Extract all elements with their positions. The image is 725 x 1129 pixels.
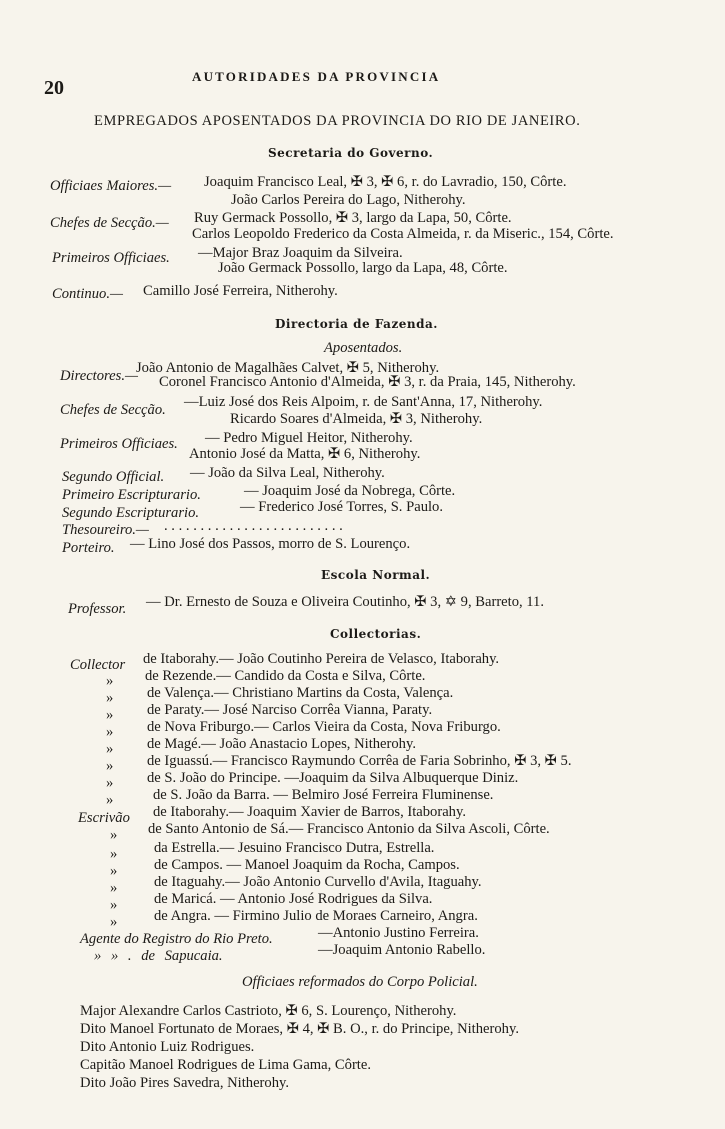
entry-text: de Angra. — Firmino Julio de Moraes Carneiro, Angra. bbox=[154, 908, 478, 924]
ditto-mark: » bbox=[106, 792, 114, 808]
entry-text: de Maricá. — Antonio José Rodrigues da Silva. bbox=[154, 891, 433, 907]
entry-text: Coronel Francisco Antonio d'Almeida, ✠ 3, r. da Praia, 145, Nitherohy. bbox=[159, 374, 576, 390]
section-heading-escola: Escola Normal. bbox=[321, 568, 431, 582]
entry-label: Primeiros Officiaes. bbox=[60, 436, 178, 452]
entry-text: João Carlos Pereira do Lago, Nitherohy. bbox=[231, 192, 466, 208]
entry-label: Officiaes Maiores.— bbox=[50, 178, 172, 194]
entry-text: de Itaborahy.— Joaquim Xavier de Barros, Itaborahy. bbox=[153, 804, 466, 820]
entry-text: Capitão Manoel Rodrigues de Lima Gama, Côrte. bbox=[80, 1057, 371, 1073]
entry-text: João Antonio de Magalhães Calvet, ✠ 5, Nitherohy. bbox=[136, 360, 440, 376]
ditto-mark: » bbox=[110, 846, 118, 862]
entry-text: . . . . . . . . . . . . . . . . . . . . . . . . . bbox=[164, 518, 343, 534]
entry-text: de Santo Antonio de Sá.— Francisco Antonio da Silva Ascoli, Côrte. bbox=[148, 821, 550, 837]
running-title: AUTORIDADES DA PROVINCIA bbox=[192, 69, 441, 84]
entry-text: Camillo José Ferreira, Nitherohy. bbox=[143, 283, 338, 299]
entry-text: de Itaborahy.— João Coutinho Pereira de Velasco, Itaborahy. bbox=[143, 651, 500, 667]
entry-text: —Joaquim Antonio Rabello. bbox=[318, 942, 486, 958]
page-title: EMPREGADOS APOSENTADOS DA PROVINCIA DO RIO DE JANEIRO. bbox=[94, 113, 581, 129]
ditto-mark: » bbox=[106, 741, 114, 757]
entry-text: — João da Silva Leal, Nitherohy. bbox=[190, 465, 385, 481]
entry-text: — Frederico José Torres, S. Paulo. bbox=[240, 499, 443, 515]
entry-label: Directores.— bbox=[60, 368, 138, 384]
ditto-mark: » bbox=[110, 863, 118, 879]
entry-text: da Estrella.— Jesuino Francisco Dutra, Estrella. bbox=[154, 840, 435, 856]
entry-label: Porteiro. bbox=[62, 540, 115, 556]
entry-text: João Germack Possollo, largo da Lapa, 48, Côrte. bbox=[218, 260, 508, 276]
entry-text: —Luiz José dos Reis Alpoim, r. de Sant'Anna, 17, Nitherohy. bbox=[184, 394, 543, 410]
entry-text: de Magé.— João Anastacio Lopes, Nitherohy. bbox=[147, 736, 416, 752]
ditto-mark: » bbox=[106, 690, 114, 706]
entry-text: de Paraty.— José Narciso Corrêa Vianna, Paraty. bbox=[147, 702, 433, 718]
ditto-mark: » bbox=[106, 758, 114, 774]
entry-text: Ricardo Soares d'Almeida, ✠ 3, Nitherohy. bbox=[230, 411, 483, 427]
ditto-mark: » bbox=[110, 827, 118, 843]
entry-text: Dito Antonio Luiz Rodrigues. bbox=[80, 1039, 255, 1055]
entry-label: Collector bbox=[70, 657, 126, 673]
ditto-mark: » bbox=[106, 724, 114, 740]
entry-label: Segundo Escripturario. bbox=[62, 505, 200, 521]
ditto-mark: » bbox=[106, 775, 114, 791]
ditto-mark: » bbox=[110, 897, 118, 913]
entry-text: Antonio José da Matta, ✠ 6, Nitherohy. bbox=[189, 446, 421, 462]
entry-label: Chefes de Secção. bbox=[60, 402, 166, 418]
entry-label: Segundo Official. bbox=[62, 469, 165, 485]
entry-label: Professor. bbox=[68, 601, 127, 617]
ditto-mark: » bbox=[106, 707, 114, 723]
entry-text: de Iguassú.— Francisco Raymundo Corrêa de Faria Sobrinho, ✠ 3, ✠ 5. bbox=[147, 753, 572, 769]
section-heading-secretaria: Secretaria do Governo. bbox=[268, 146, 434, 160]
entry-text: de S. João do Principe. —Joaquim da Silva Albuquerque Diniz. bbox=[147, 770, 519, 786]
section-heading-policial: Officiaes reformados do Corpo Policial. bbox=[242, 974, 478, 990]
entry-text: Major Alexandre Carlos Castrioto, ✠ 6, S. Lourenço, Nitherohy. bbox=[80, 1003, 457, 1019]
subheading-aposentados: Aposentados. bbox=[324, 340, 403, 356]
page-number: 20 bbox=[44, 77, 64, 99]
entry-text: Joaquim Francisco Leal, ✠ 3, ✠ 6, r. do Lavradio, 150, Côrte. bbox=[204, 174, 567, 190]
entry-text: Dito Manoel Fortunato de Moraes, ✠ 4, ✠ B. O., r. do Principe, Nitherohy. bbox=[80, 1021, 519, 1037]
section-heading-fazenda: Directoria de Fazenda. bbox=[275, 317, 438, 331]
entry-label: Continuo.— bbox=[52, 286, 123, 302]
entry-label: Primeiro Escripturario. bbox=[62, 487, 201, 503]
entry-text: de Itaguahy.— João Antonio Curvello d'Avila, Itaguahy. bbox=[154, 874, 482, 890]
entry-label: Primeiros Officiaes. bbox=[52, 250, 170, 266]
entry-text: de S. João da Barra. — Belmiro José Ferreira Fluminense. bbox=[153, 787, 494, 803]
entry-label: Escrivão bbox=[78, 810, 130, 826]
entry-text: de Campos. — Manoel Joaquim da Rocha, Campos. bbox=[154, 857, 460, 873]
entry-text: — Pedro Miguel Heitor, Nitherohy. bbox=[205, 430, 413, 446]
entry-text: Carlos Leopoldo Frederico da Costa Almeida, r. da Miseric., 154, Côrte. bbox=[192, 226, 614, 242]
entry-text: — Lino José dos Passos, morro de S. Lourenço. bbox=[130, 536, 411, 552]
entry-text: Dito João Pires Savedra, Nitherohy. bbox=[80, 1075, 290, 1091]
entry-text: — Dr. Ernesto de Souza e Oliveira Coutinho, ✠ 3, ✡ 9, Barreto, 11. bbox=[146, 594, 545, 610]
entry-text: Ruy Germack Possollo, ✠ 3, largo da Lapa, 50, Côrte. bbox=[194, 210, 512, 226]
entry-text: de Rezende.— Candido da Costa e Silva, Côrte. bbox=[145, 668, 426, 684]
ditto-mark: » bbox=[110, 914, 118, 930]
entry-label: » » . de Sapucaia. bbox=[94, 948, 223, 964]
entry-text: de Valença.— Christiano Martins da Costa, Valença. bbox=[147, 685, 454, 701]
entry-text: de Nova Friburgo.— Carlos Vieira da Costa, Nova Friburgo. bbox=[147, 719, 501, 735]
entry-label: Chefes de Secção.— bbox=[50, 215, 169, 231]
ditto-mark: » bbox=[110, 880, 118, 896]
entry-text: —Antonio Justino Ferreira. bbox=[318, 925, 479, 941]
entry-label: Agente do Registro do Rio Preto. bbox=[80, 931, 273, 947]
ditto-mark: » bbox=[106, 673, 114, 689]
entry-text: —Major Braz Joaquim da Silveira. bbox=[198, 245, 403, 261]
section-heading-collectorias: Collectorias. bbox=[330, 627, 422, 641]
entry-label: Thesoureiro.— bbox=[62, 522, 149, 538]
entry-text: — Joaquim José da Nobrega, Côrte. bbox=[244, 483, 456, 499]
